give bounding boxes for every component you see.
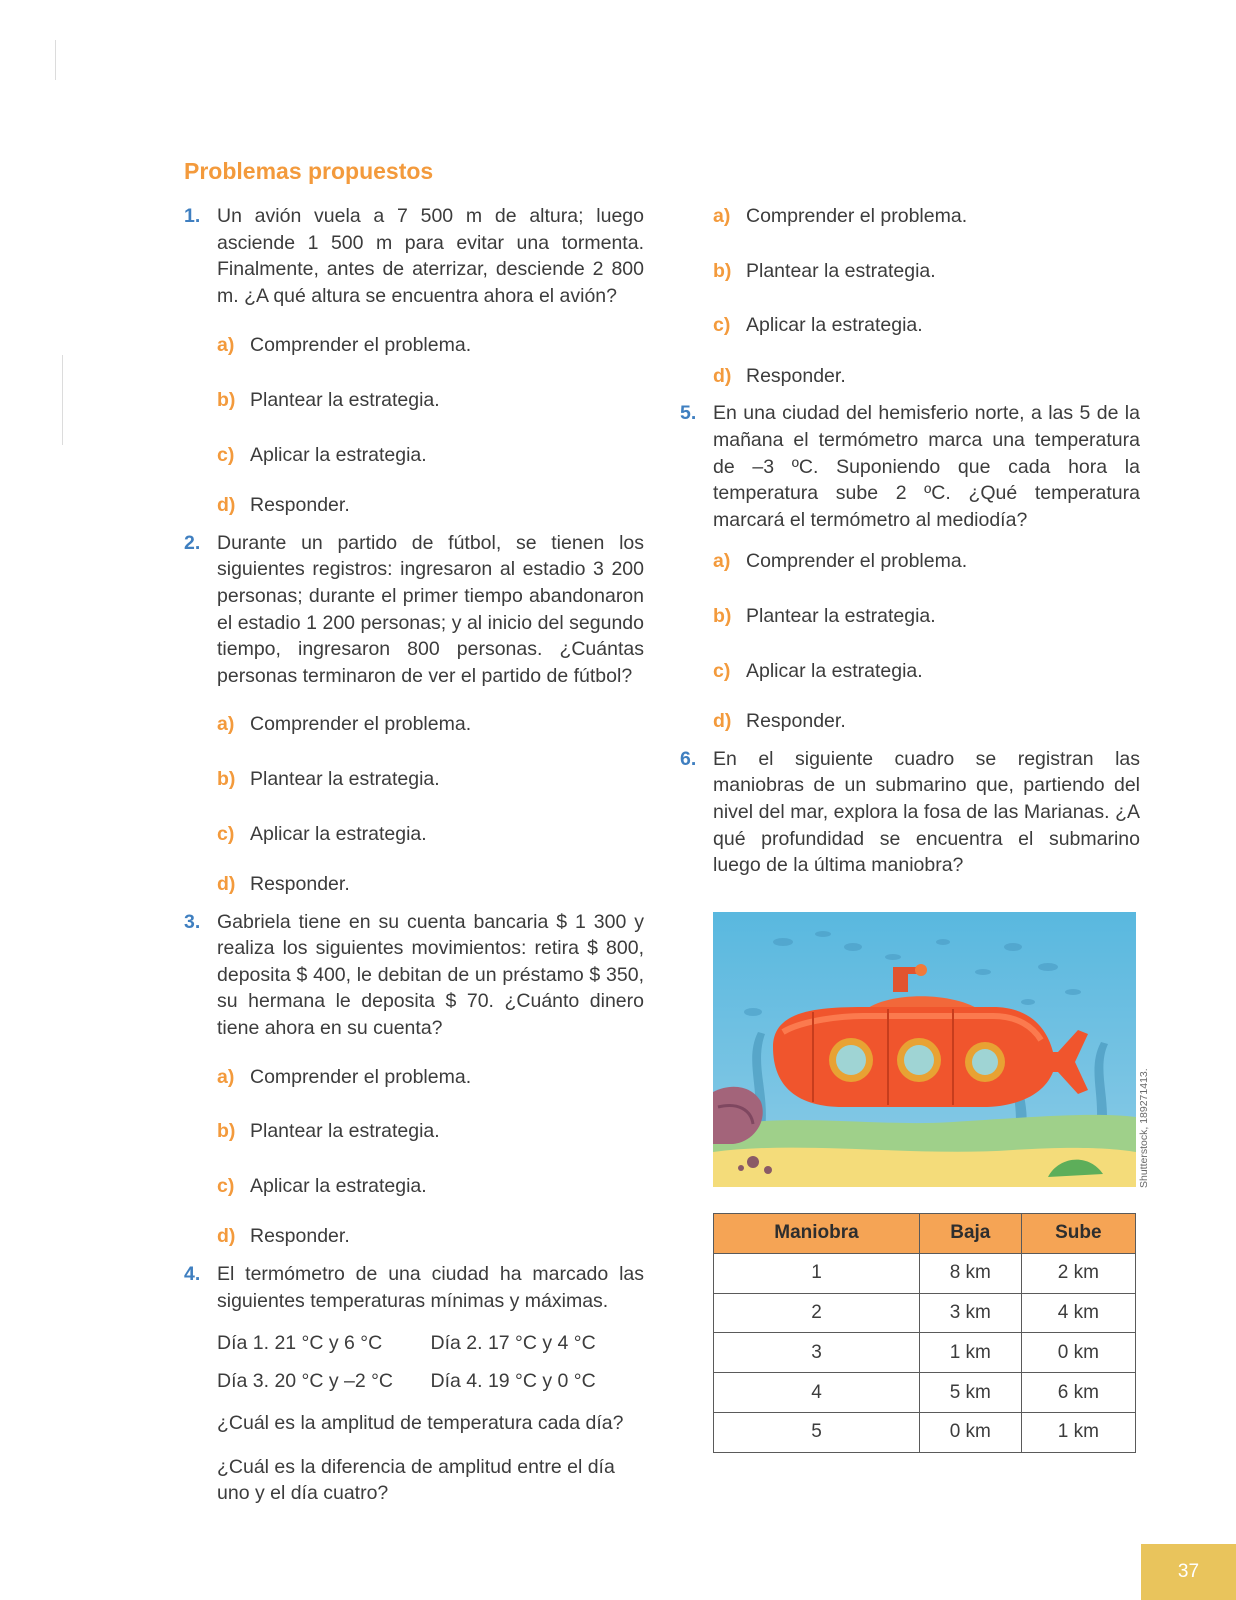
problem-text: El termómetro de una ciudad ha marcado las siguientes temperaturas mínimas y máximas. (217, 1263, 644, 1312)
question-difference: ¿Cuál es la diferencia de amplitud entre el día uno y el día cuatro? (217, 1455, 615, 1505)
margin-mark (62, 355, 63, 445)
problem-text: Durante un partido de fútbol, se tienen los siguientes registros: ingresaron al estadio 3 200 personas; durante el primer tiempo abandonaron el estadio 1 200 personas; y al inicio del segundo tiempo, ingresaron 800 personas. ¿Cuántas personas terminaron de ver el partido de fútbol? (217, 531, 644, 687)
problem-number: 1. (184, 205, 201, 227)
problem-1 (184, 203, 644, 309)
table-cell: 3 km (919, 1293, 1021, 1333)
step-b: b) Plantear la estrategia. (217, 1120, 440, 1143)
problem-4 (184, 1261, 644, 1314)
step-b: b) Plantear la estrategia. (713, 259, 936, 282)
table-cell: 3 (714, 1333, 920, 1373)
table-row (714, 1373, 1136, 1413)
table-cell: 1 km (1021, 1412, 1135, 1452)
table-cell: 1 (714, 1253, 920, 1293)
problem-text: Un avión vuela a 7 500 m de altura; luego asciende 1 500 m para evitar una tormenta. Finalmente, antes de aterrizar, desciende 2 800 m. ¿A qué altura se encuentra ahora el avión? (217, 205, 644, 307)
problem-number: 5. (680, 402, 697, 425)
table-cell: 5 (714, 1412, 920, 1452)
step-b: b) Plantear la estrategia. (217, 388, 440, 411)
table-cell: 1 km (919, 1333, 1021, 1373)
problem-text: Gabriela tiene en su cuenta bancaria $ 1 300 y realiza los siguientes movimientos: retira $ 800, deposita $ 400, le debitan de un préstamo $ 350, su hermana le deposita $ 70. ¿Cuánto dinero tiene ahora en su cuenta? (217, 910, 644, 1040)
table-cell: 0 km (1021, 1333, 1135, 1373)
table-cell: 0 km (919, 1412, 1021, 1452)
section-heading: Problemas propuestos (184, 158, 434, 184)
step-a: a) Comprender el problema. (217, 1065, 472, 1088)
submarine-illustration (713, 912, 1136, 1187)
table-cell: 5 km (919, 1373, 1021, 1413)
left-column (184, 203, 644, 1507)
problem-number: 2. (184, 531, 201, 554)
temperature-list (217, 1324, 644, 1400)
step-d: d) Responder. (713, 364, 846, 387)
column-header: Maniobra (714, 1214, 920, 1254)
page-number: 37 (1141, 1544, 1236, 1600)
step-d: d) Responder. (217, 494, 350, 517)
table-row (714, 1412, 1136, 1452)
table-cell: 6 km (1021, 1373, 1135, 1413)
table-row (714, 1333, 1136, 1373)
table-cell: 2 km (1021, 1253, 1135, 1293)
table-cell: 4 km (1021, 1293, 1135, 1333)
problem-text: En una ciudad del hemisferio norte, a las 5 de la mañana el termómetro marca una temperatura de –3 ºC. Suponiendo que cada hora la temperatura sube 2 ºC. ¿Qué temperatura marcará el termómetro al mediodía? (713, 402, 1140, 531)
column-header: Sube (1021, 1214, 1135, 1254)
day-2-temps: Día 2. 17 °C y 4 °C (430, 1331, 596, 1354)
problem-2 (184, 530, 644, 690)
step-a: a) Comprender el problema. (713, 550, 968, 573)
question-amplitude: ¿Cuál es la amplitud de temperatura cada día? (217, 1412, 624, 1435)
problem-number: 4. (184, 1263, 201, 1286)
problem-5 (680, 400, 1140, 533)
table-cell: 2 (714, 1293, 920, 1333)
step-d: d) Responder. (713, 710, 846, 733)
step-b: b) Plantear la estrategia. (713, 604, 936, 627)
step-a: a) Comprender el problema. (217, 334, 472, 357)
step-b: b) Plantear la estrategia. (217, 767, 440, 790)
step-a: a) Comprender el problema. (217, 713, 472, 736)
table-cell: 8 km (919, 1253, 1021, 1293)
day-1-temps: Día 1. 21 °C y 6 °C (217, 1331, 383, 1354)
table-row (714, 1253, 1136, 1293)
day-4-temps: Día 4. 19 °C y 0 °C (430, 1369, 596, 1392)
step-c: c) Aplicar la estrategia. (217, 822, 427, 845)
step-c: c) Aplicar la estrategia. (713, 659, 923, 682)
day-3-temps: Día 3. 20 °C y –2 °C (217, 1369, 394, 1392)
step-d: d) Responder. (217, 873, 350, 896)
step-c: c) Aplicar la estrategia. (713, 314, 923, 337)
right-column (680, 203, 1140, 879)
step-d: d) Responder. (217, 1225, 350, 1248)
column-header: Baja (919, 1214, 1021, 1254)
problem-3 (184, 909, 644, 1042)
table-cell: 4 (714, 1373, 920, 1413)
image-credit: Shutterstock, 189271413. (1138, 1068, 1150, 1188)
problem-number: 6. (680, 747, 697, 770)
step-a: a) Comprender el problema. (713, 205, 968, 227)
margin-mark (55, 40, 56, 80)
table-header-row (714, 1214, 1136, 1254)
step-c: c) Aplicar la estrategia. (217, 1174, 427, 1197)
table-row (714, 1293, 1136, 1333)
problem-number: 3. (184, 910, 201, 933)
problem-6 (680, 746, 1140, 879)
problem-text: En el siguiente cuadro se registran las maniobras de un submarino que, partiendo del nivel del mar, explora la fosa de las Marianas. ¿A qué profundidad se encuentra el submarino luego de la última maniobra? (713, 747, 1140, 877)
maneuver-table (713, 1213, 1136, 1453)
step-c: c) Aplicar la estrategia. (217, 443, 427, 466)
